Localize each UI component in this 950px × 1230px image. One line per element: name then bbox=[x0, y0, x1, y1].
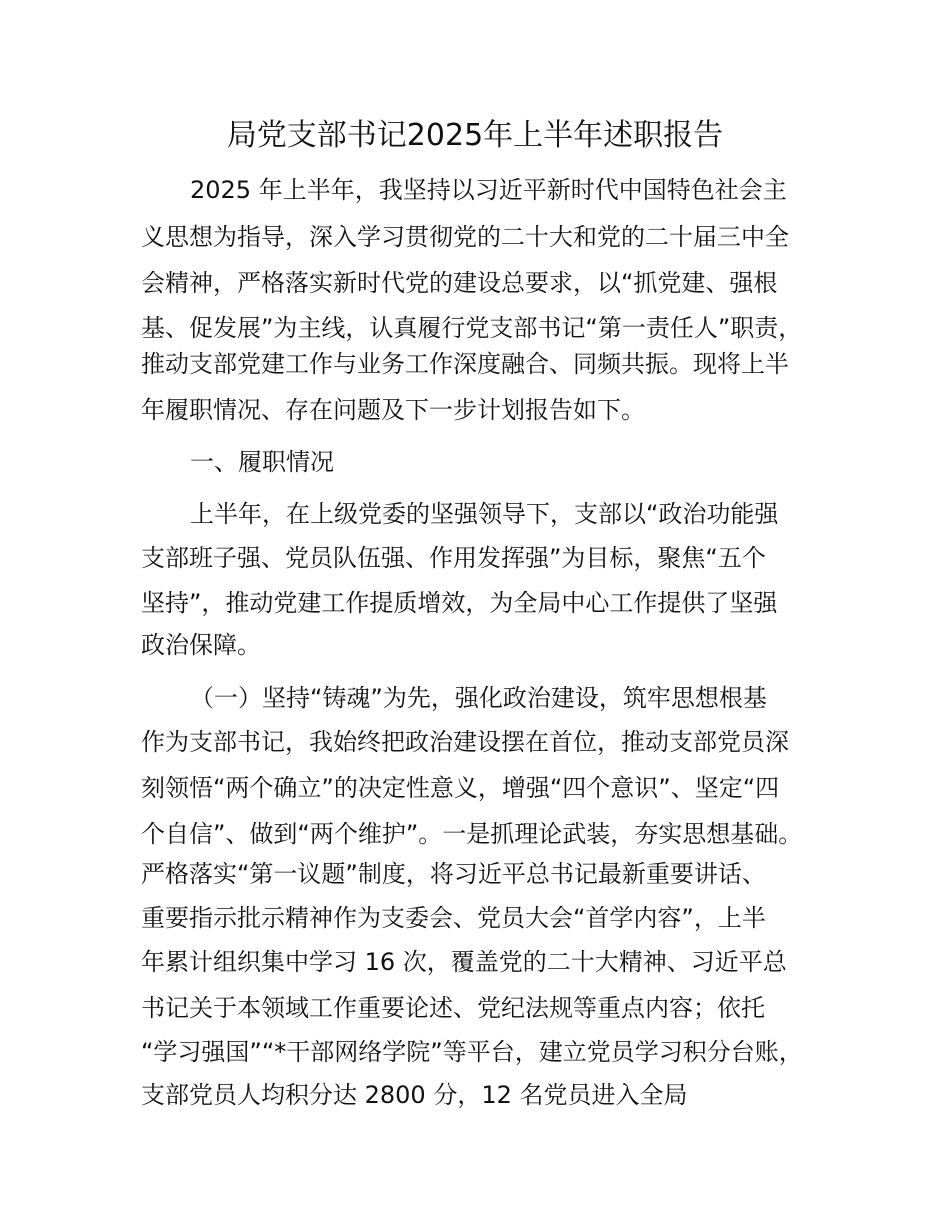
paragraph-line: 个自信”、做到“两个维护”。一是抓理论武装，夯实思想基础。 bbox=[141, 820, 803, 848]
paragraph-line: 年履职情况、存在问题及下一步计划报告如下。 bbox=[141, 396, 645, 424]
paragraph-line: 书记关于本领域工作重要论述、党纪法规等重点内容；依托 bbox=[141, 994, 765, 1022]
paragraph-line: 严格落实“第一议题”制度，将习近平总书记最新重要讲话、 bbox=[141, 860, 766, 888]
paragraph-line: 支部党员人均积分达 2800 分，12 名党员进入全局 bbox=[141, 1081, 688, 1109]
paragraph-line: 义思想为指导，深入学习贯彻党的二十大和党的二十届三中全 bbox=[141, 223, 789, 251]
paragraph-line: 年累计组织集中学习 16 次，覆盖党的二十大精神、习近平总 bbox=[141, 948, 787, 976]
paragraph-line: 坚持”，推动党建工作提质增效，为全局中心工作提供了坚强 bbox=[141, 589, 778, 617]
paragraph-line: 作为支部书记，我始终把政治建设摆在首位，推动支部党员深 bbox=[141, 728, 789, 756]
paragraph-line: 2025 年上半年，我坚持以习近平新时代中国特色社会主 bbox=[190, 176, 787, 204]
document-title: 局党支部书记2025年上半年述职报告 bbox=[226, 118, 724, 153]
subsection-heading: （一）坚持“铸魂”为先，强化政治建设，筑牢思想根基 bbox=[190, 684, 767, 712]
paragraph-line: 会精神，严格落实新时代党的建设总要求，以“抓党建、强根 bbox=[141, 269, 778, 297]
paragraph-line: 重要指示批示精神作为支委会、党员大会“首学内容”，上半 bbox=[141, 904, 766, 932]
paragraph-line: 基、促发展”为主线，认真履行党支部书记“第一责任人”职责， bbox=[141, 314, 803, 342]
paragraph-line: 刻领悟“两个确立”的决定性意义，增强“四个意识”、坚定“四 bbox=[141, 774, 780, 802]
section-heading: 一、履职情况 bbox=[190, 448, 334, 476]
paragraph-line: 政治保障。 bbox=[141, 631, 261, 659]
paragraph-line: 支部班子强、党员队伍强、作用发挥强”为目标，聚焦“五个 bbox=[141, 544, 766, 572]
paragraph-line: “学习强国”“*干部网络学院”等平台，建立党员学习积分台账， bbox=[141, 1038, 803, 1066]
paragraph-line: 推动支部党建工作与业务工作深度融合、同频共振。现将上半 bbox=[141, 350, 789, 378]
paragraph-line: 上半年，在上级党委的坚强领导下，支部以“政治功能强 bbox=[190, 500, 779, 528]
